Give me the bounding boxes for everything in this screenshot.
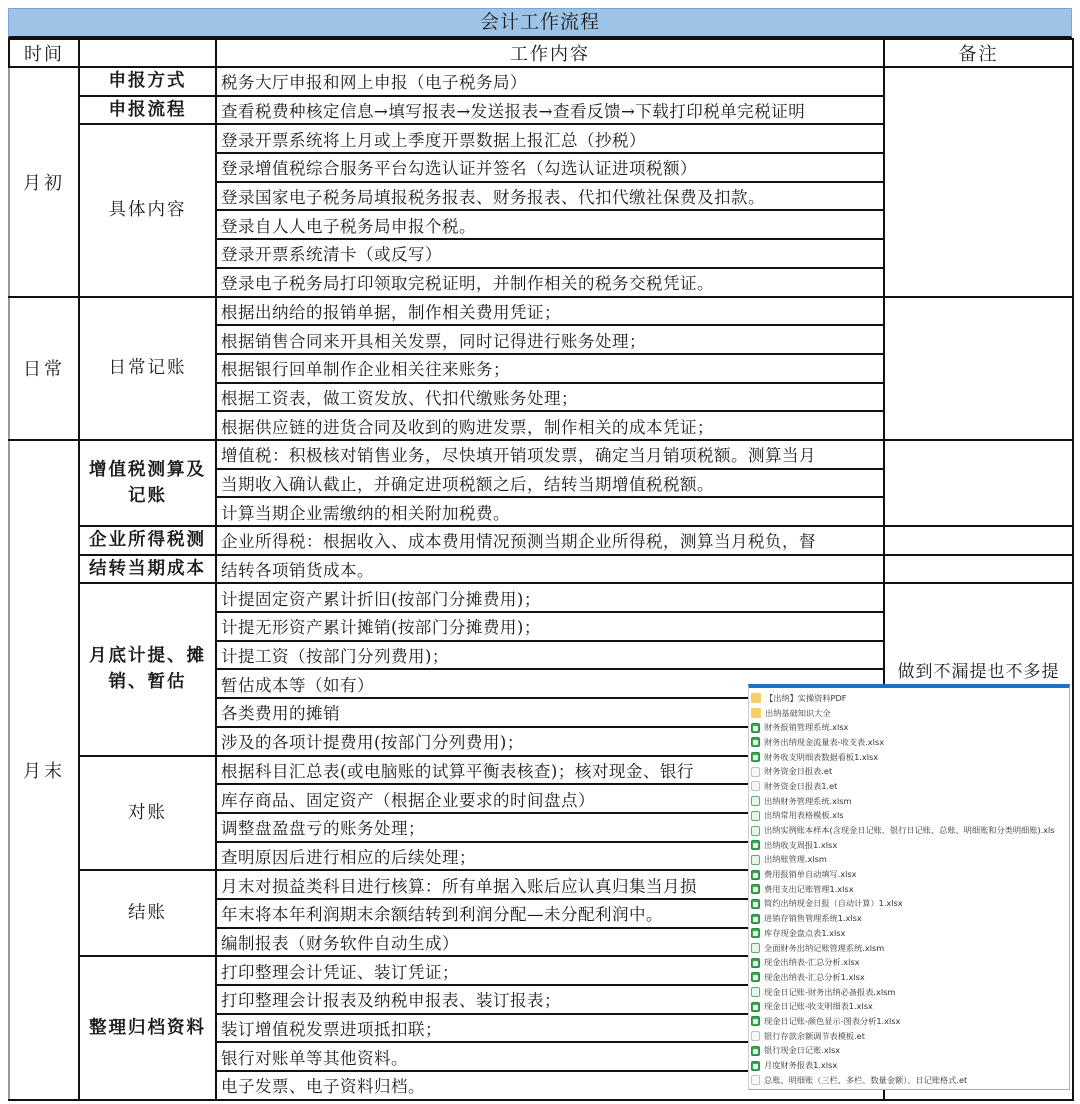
note-cell	[884, 526, 1073, 555]
category-cell: 申报流程	[79, 96, 216, 125]
content-cell: 结转各项销货成本。	[216, 555, 884, 584]
content-cell: 登录开票系统清卡（或反写）	[216, 239, 884, 268]
category-cell: 结账	[79, 870, 216, 956]
content-cell: 调整盘盈盘亏的账务处理；	[216, 813, 884, 842]
content-cell: 编制报表（财务软件自动生成）	[216, 928, 884, 957]
spreadsheet-icon	[751, 972, 760, 982]
file-item[interactable]: 出纳实例账本样本(含现金日记账、银行日记账、总账、明细账和分类明细账).xls	[749, 823, 1069, 838]
file-item[interactable]: 出纳收支周报1.xlsx	[749, 838, 1069, 853]
content-cell: 根据银行回单制作企业相关往来账务；	[216, 354, 884, 383]
table-row	[9, 526, 1073, 555]
table-row	[9, 583, 1073, 612]
et-file-icon	[751, 767, 760, 777]
header-content: 工作内容	[216, 39, 884, 67]
content-cell: 计算当期企业需缴纳的相关附加税费。	[216, 497, 884, 526]
sheet-title: 会计工作流程	[8, 8, 1072, 38]
note-cell	[884, 297, 1073, 440]
file-item[interactable]: 费用支出记账管理1.xlsx	[749, 882, 1069, 897]
content-cell: 查看税费种核定信息→填写报表→发送报表→查看反馈→下载打印税单完税证明	[216, 96, 884, 125]
note-cell	[884, 440, 1073, 526]
category-cell: 具体内容	[79, 124, 216, 296]
category-cell: 对账	[79, 756, 216, 871]
et-file-icon	[751, 781, 760, 791]
file-item[interactable]: 出纳基础知识大全	[749, 706, 1069, 721]
macro-spreadsheet-icon	[751, 987, 760, 997]
content-cell: 电子发票、电子资料归档。	[216, 1071, 884, 1100]
spreadsheet-icon	[751, 870, 760, 880]
spreadsheet-icon	[751, 1002, 760, 1012]
content-cell: 银行对账单等其他资料。	[216, 1042, 884, 1071]
header-note: 备注	[884, 39, 1073, 67]
et-file-icon	[751, 1031, 760, 1041]
file-item[interactable]: 出纳财务管理系统.xlsm	[749, 794, 1069, 809]
category-cell: 结转当期成本	[79, 555, 216, 584]
file-item[interactable]: 现金日记账-收支明细表1.xlsx	[749, 999, 1069, 1014]
note-cell	[884, 555, 1073, 584]
header-row	[9, 39, 1073, 67]
spreadsheet-icon	[751, 1016, 760, 1026]
table-row	[9, 297, 1073, 326]
content-cell: 企业所得税：根据收入、成本费用情况预测当期企业所得税，测算当月税负，督	[216, 526, 884, 555]
spreadsheet-icon	[751, 737, 760, 747]
spreadsheet-icon	[751, 1046, 760, 1056]
et-file-icon	[751, 1075, 760, 1085]
category-cell: 增值税测算及记账	[79, 440, 216, 526]
content-cell: 登录增值税综合服务平台勾选认证并签名（勾选认证进项税额）	[216, 153, 884, 182]
file-item[interactable]: 【出纳】实操资料PDF	[749, 691, 1069, 706]
header-time: 时间	[9, 39, 79, 67]
file-item[interactable]: 银行现金日记账.xlsx	[749, 1044, 1069, 1059]
spreadsheet-icon	[751, 723, 760, 733]
category-cell: 月底计提、摊销、暂估	[79, 583, 216, 755]
folder-icon	[751, 708, 761, 718]
table-row	[9, 440, 1073, 469]
content-cell: 税务大厅申报和网上申报（电子税务局）	[216, 67, 884, 96]
file-item[interactable]: 现金出纳表-汇总分析1.xlsx	[749, 970, 1069, 985]
macro-spreadsheet-icon	[751, 796, 760, 806]
table-row	[9, 67, 1073, 96]
category-cell: 申报方式	[79, 67, 216, 96]
content-cell: 登录自人人电子税务局申报个税。	[216, 210, 884, 239]
content-cell: 根据工资表，做工资发放、代扣代缴账务处理；	[216, 383, 884, 412]
content-cell: 暂估成本等（如有）	[216, 669, 884, 698]
header-category	[79, 39, 216, 67]
content-cell: 涉及的各项计提费用(按部门分列费用)；	[216, 727, 884, 756]
content-cell: 计提无形资产累计摊销(按部门分摊费用)；	[216, 612, 884, 641]
time-cell: 月初	[9, 67, 79, 297]
note-cell	[884, 67, 1073, 297]
content-cell: 查明原因后进行相应的后续处理；	[216, 842, 884, 871]
file-item[interactable]: 库存现金盘点表1.xlsx	[749, 926, 1069, 941]
spreadsheet-icon	[751, 840, 760, 850]
file-list-panel[interactable]	[748, 684, 1070, 1090]
content-cell: 登录国家电子税务局填报税务报表、财务报表、代扣代缴社保费及扣款。	[216, 182, 884, 211]
file-item[interactable]: 总账、明细账（三栏、多栏、数量金额）、日记账格式.et	[749, 1073, 1069, 1088]
category-cell: 日常记账	[79, 297, 216, 440]
content-cell: 计提工资（按部门分列费用)；	[216, 641, 884, 670]
table-row	[9, 555, 1073, 584]
content-cell: 增值税：积极核对销售业务，尽快填开销项发票，确定当月销项税额。测算当月	[216, 440, 884, 469]
file-item[interactable]: 月度财务报表1.xlsx	[749, 1058, 1069, 1073]
content-cell: 库存商品、固定资产（根据企业要求的时间盘点）	[216, 784, 884, 813]
file-item[interactable]: 财务资金日报表1.et	[749, 779, 1069, 794]
content-cell: 登录电子税务局打印领取完税证明，并制作相关的税务交税凭证。	[216, 268, 884, 297]
spreadsheet-icon	[751, 914, 760, 924]
time-cell: 月末	[9, 440, 79, 1100]
spreadsheet-icon	[751, 958, 760, 968]
content-cell: 登录开票系统将上月或上季度开票数据上报汇总（抄税）	[216, 124, 884, 153]
content-cell: 当期收入确认截止，并确定进项税额之后，结转当期增值税税额。	[216, 469, 884, 498]
file-item[interactable]: 现金日记账-颜色显示-图表分析1.xlsx	[749, 1014, 1069, 1029]
file-item[interactable]: 财务报销管理系统.xlsx	[749, 720, 1069, 735]
spreadsheet-icon	[751, 884, 760, 894]
macro-spreadsheet-icon	[751, 943, 760, 953]
content-cell: 计提固定资产累计折旧(按部门分摊费用)；	[216, 583, 884, 612]
spreadsheet-icon	[751, 752, 760, 762]
file-item[interactable]: 现金日记账-财务出纳必备报表.xlsm	[749, 985, 1069, 1000]
spreadsheet-icon	[751, 928, 760, 938]
note-cell: 做到不漏提也不多提	[884, 583, 1073, 1099]
content-cell: 根据科目汇总表(或电脑账的试算平衡表核查)；核对现金、银行	[216, 756, 884, 785]
file-item[interactable]: 出纳常用表格模板.xls	[749, 809, 1069, 824]
category-cell: 整理归档资料	[79, 956, 216, 1099]
file-item[interactable]: 财务收支明细表数据看板1.xlsx	[749, 750, 1069, 765]
content-cell: 根据出纳给的报销单据，制作相关费用凭证；	[216, 297, 884, 326]
file-item[interactable]: 出纳账管理.xlsm	[749, 853, 1069, 868]
content-cell: 根据销售合同来开具相关发票，同时记得进行账务处理；	[216, 325, 884, 354]
category-cell: 企业所得税测	[79, 526, 216, 555]
file-item[interactable]: 财务资金日报表.et	[749, 764, 1069, 779]
spreadsheet-icon	[751, 899, 760, 909]
file-item[interactable]: 银行存款余额调节表模板.et	[749, 1029, 1069, 1044]
macro-spreadsheet-icon	[751, 811, 760, 821]
content-cell: 根据供应链的进货合同及收到的购进发票，制作相关的成本凭证；	[216, 411, 884, 440]
file-item[interactable]: 进销存销售管理系统1.xlsx	[749, 911, 1069, 926]
folder-icon	[751, 693, 761, 703]
macro-spreadsheet-icon	[751, 855, 760, 865]
file-item[interactable]: 全面财务出纳记账管理系统.xlsm	[749, 941, 1069, 956]
file-item[interactable]: 财务出纳现金流量表-收支表.xlsx	[749, 735, 1069, 750]
macro-spreadsheet-icon	[751, 826, 760, 836]
content-cell: 装订增值税发票进项抵扣联；	[216, 1014, 884, 1043]
content-cell: 各类费用的摊销	[216, 698, 884, 727]
content-cell: 打印整理会计凭证、装订凭证；	[216, 956, 884, 985]
content-cell: 年末将本年利润期末余额结转到利润分配—未分配利润中。	[216, 899, 884, 928]
content-cell: 月末对损益类科目进行核算：所有单据入账后应认真归集当月损	[216, 870, 884, 899]
file-item[interactable]: 现金出纳表-汇总分析.xlsx	[749, 955, 1069, 970]
time-cell: 日常	[9, 297, 79, 440]
file-item[interactable]: 费用报销单自动填写.xlsx	[749, 867, 1069, 882]
content-cell: 打印整理会计报表及纳税申报表、装订报表；	[216, 985, 884, 1014]
file-item[interactable]: 简约出纳现金日报（自动计算）1.xlsx	[749, 897, 1069, 912]
spreadsheet-icon	[751, 1061, 760, 1071]
